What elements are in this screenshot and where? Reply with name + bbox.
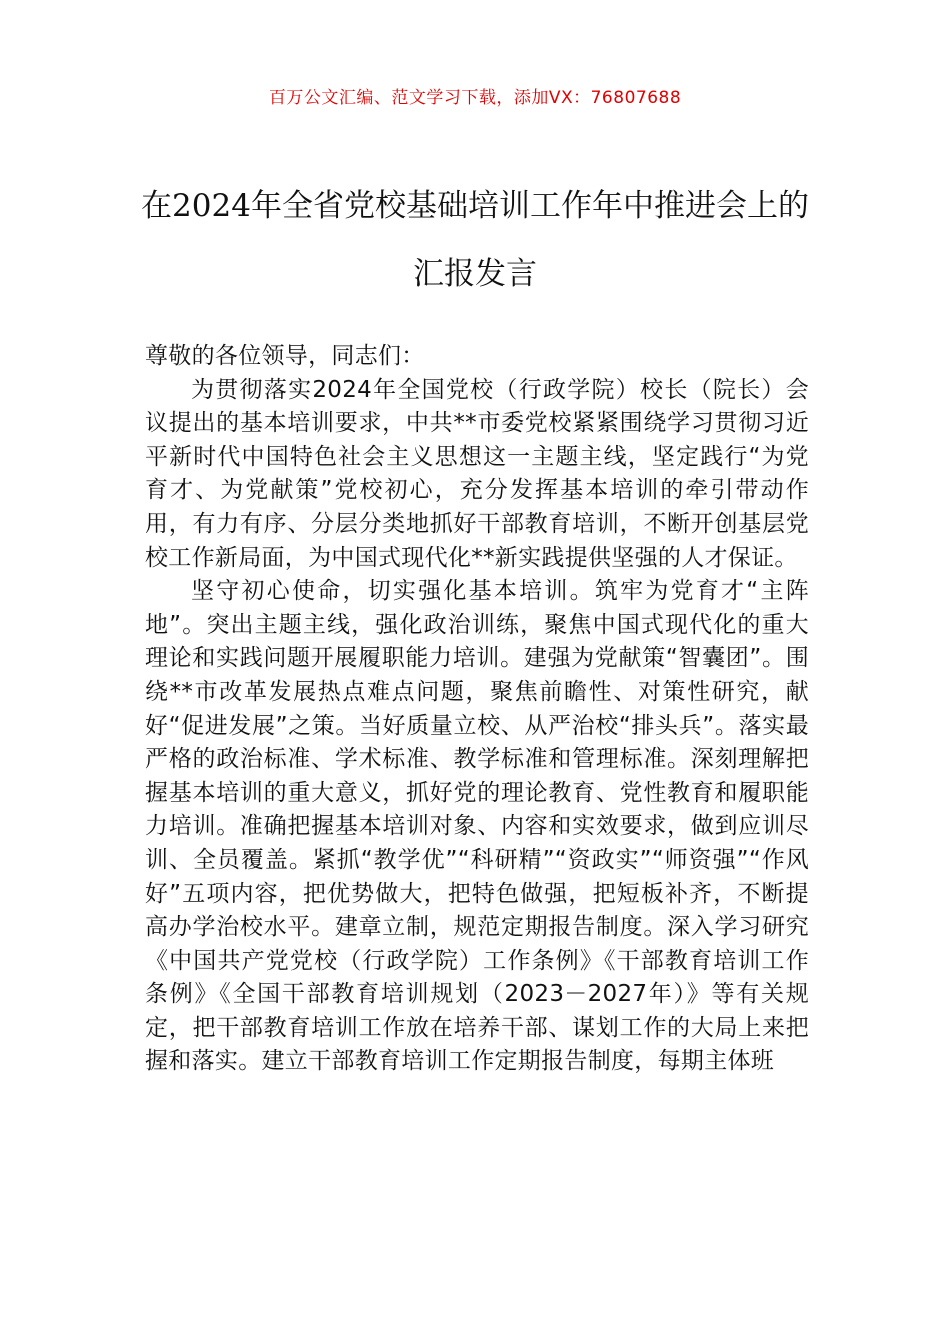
document-body	[145, 340, 809, 1079]
salutation: 尊敬的各位领导，同志们：	[145, 343, 425, 369]
document-title: 在2024年全省党校基础培训工作年中推进会上的汇报发言	[141, 188, 809, 292]
header-watermark-note: 百万公文汇编、范文学习下载，添加VX：76807688	[268, 88, 682, 108]
paragraph-intro: 为贯彻落实2024年全国党校（行政学院）校长（院长）会议提出的基本培训要求，中共**市委党校紧紧围绕学习贯彻习近平新时代中国特色社会主义思想这一主题主线，坚定践行“为党育才、为党献策”党校初心，充分发挥基本培训的牵引带动作用，有力有序、分层分类地抓好干部教育培训，不断开创基层党校工作新局面，为中国式现代化**新实践提供坚强的人才保证。	[145, 376, 809, 571]
paragraph-basic-training: 坚守初心使命，切实强化基本培训。筑牢为党育才“主阵地”。突出主题主线，强化政治训练，聚焦中国式现代化的重大理论和实践问题开展履职能力培训。建强为党献策“智囊团”。围绕**市改革发展热点难点问题，聚焦前瞻性、对策性研究，献好“促进发展”之策。当好质量立校、从严治校“排头兵”。落实最严格的政治标准、学术标准、教学标准和管理标准。深刻理解把握基本培训的重大意义，抓好党的理论教育、党性教育和履职能力培训。准确把握基本培训对象、内容和实效要求，做到应训尽训、全员覆盖。紧抓“教学优”“科研精”“资政实”“师资强”“作风好”五项内容，把优势做大，把特色做强，把短板补齐，不断提高办学治校水平。建章立制，规范定期报告制度。深入学习研究《中国共产党党校（行政学院）工作条例》《干部教育培训工作条例》《全国干部教育培训规划（2023－2027年）》等有关规定，把干部教育培训工作放在培养干部、谋划工作的大局上来把握和落实。建立干部教育培训工作定期报告制度，每期主体班	[145, 578, 809, 1075]
